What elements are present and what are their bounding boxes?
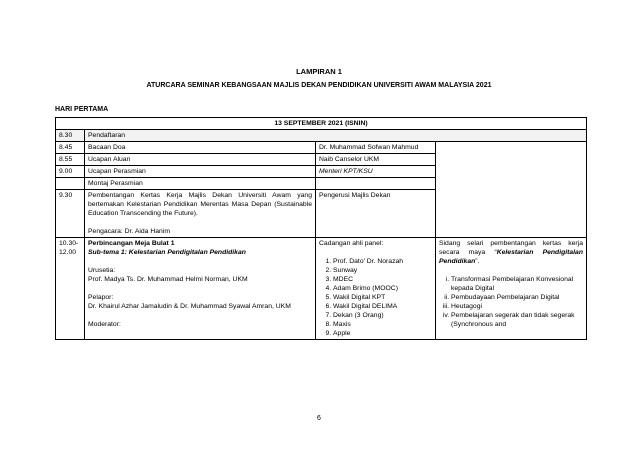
note-theme: Kelestarian Pendigitalan Pendidikan	[439, 249, 583, 265]
person-cell: Menteri KPT/KSU	[316, 166, 436, 178]
person-cell: Pengerusi Majlis Dekan	[316, 190, 436, 238]
time-cell: 9.00	[56, 166, 85, 178]
panel-cell	[316, 238, 436, 340]
panel-list	[319, 257, 432, 338]
host-name: Pengacara: Dr. Aida Hanim	[88, 228, 170, 235]
activity-cell	[85, 238, 316, 340]
date-row	[56, 118, 587, 130]
activity-cell	[85, 190, 316, 238]
list-item: 7. Dekan (3 Orang)	[333, 311, 432, 320]
time-cell: 8.55	[56, 154, 85, 166]
list-item: 3. MDEC	[333, 275, 432, 284]
person-cell: Naib Canselor UKM	[316, 154, 436, 166]
table-row	[56, 238, 587, 340]
activity-cell: Pendaftaran	[85, 130, 587, 142]
list-item: 8. Maxis	[333, 320, 432, 329]
person-cell: Dr. Muhammad Sofwan Mahmud	[316, 142, 436, 154]
urusetia-label: Urusetia:	[88, 267, 116, 274]
empty-cell	[436, 142, 587, 238]
list-item: 5. Wakil Digital KPT	[333, 293, 432, 302]
session-note	[439, 239, 583, 266]
list-item: i. Transformasi Pembelajaran Konvesional kepada Digital	[451, 275, 583, 293]
subtheme: Sub-tema 1: Kelestarian Pendigitalan Pendidikan	[88, 249, 246, 256]
topic-list	[439, 275, 583, 329]
document-title: ATURCARA SEMINAR KEBANGSAAN MAJLIS DEKAN PENDIDIKAN UNIVERSITI AWAM MALAYSIA 2021	[146, 82, 492, 89]
paper-description: Pembentangan Kertas Kerja Majlis Dekan Universiti Awam yang bertemakan Kelestarian Pendidikan Merentas Masa Depan (Sustainable Education Transcending the Future).	[88, 192, 312, 217]
list-item: iv. Pembelajaran segerak dan tidak segerak (Synchronous and	[451, 311, 583, 329]
note-cell	[436, 238, 587, 340]
list-item: 6. Wakil Digital DELIMA	[333, 302, 432, 311]
time-cell: 9.30	[56, 190, 85, 238]
moderator-label: Moderator:	[88, 321, 121, 328]
person-cell	[316, 178, 436, 190]
pelapor-label: Pelapor:	[88, 294, 114, 301]
list-item: 2. Sunway	[333, 266, 432, 275]
note-intro: Sidang selari pembentangan kertas kerja secara maya “	[439, 240, 583, 256]
list-item: iii. Heutagogi	[451, 302, 583, 311]
list-item: 4. Adam Brimo (MOOC)	[333, 284, 432, 293]
table-row	[56, 142, 587, 154]
time-cell: 8.45	[56, 142, 85, 154]
list-item: ii. Pembudayaan Pembelajaran Digital	[451, 293, 583, 302]
day-label: HARI PERTAMA	[55, 106, 109, 113]
note-end: ”.	[475, 258, 480, 265]
time-cell: 10.30-12.00	[56, 238, 85, 340]
activity-cell: Bacaan Doa	[85, 142, 316, 154]
session-title: Perbincangan Meja Bulat 1	[88, 240, 175, 247]
list-item: 1. Prof. Dato' Dr. Norazah	[333, 257, 432, 266]
activity-cell: Montaj Perasmian	[85, 178, 316, 190]
table-row	[56, 130, 587, 142]
time-cell	[56, 178, 85, 190]
panel-label: Cadangan ahli panel:	[319, 240, 384, 247]
lampiran-heading: LAMPIRAN 1	[296, 67, 342, 76]
list-item: 9. Apple	[333, 329, 432, 338]
urusetia-name: Prof. Madya Ts. Dr. Muhammad Helmi Norman, UKM	[88, 276, 248, 283]
date-bar: 13 SEPTEMBER 2021 (ISNIN)	[56, 118, 587, 130]
activity-cell: Ucapan Perasmian	[85, 166, 316, 178]
schedule-table	[55, 117, 587, 340]
page-number: 6	[317, 415, 321, 422]
activity-cell: Ucapan Aluan	[85, 154, 316, 166]
pelapor-name: Dr. Khairul Azhar Jamaludin & Dr. Muhammad Syawal Amran, UKM	[88, 303, 291, 310]
time-cell: 8.30	[56, 130, 85, 142]
